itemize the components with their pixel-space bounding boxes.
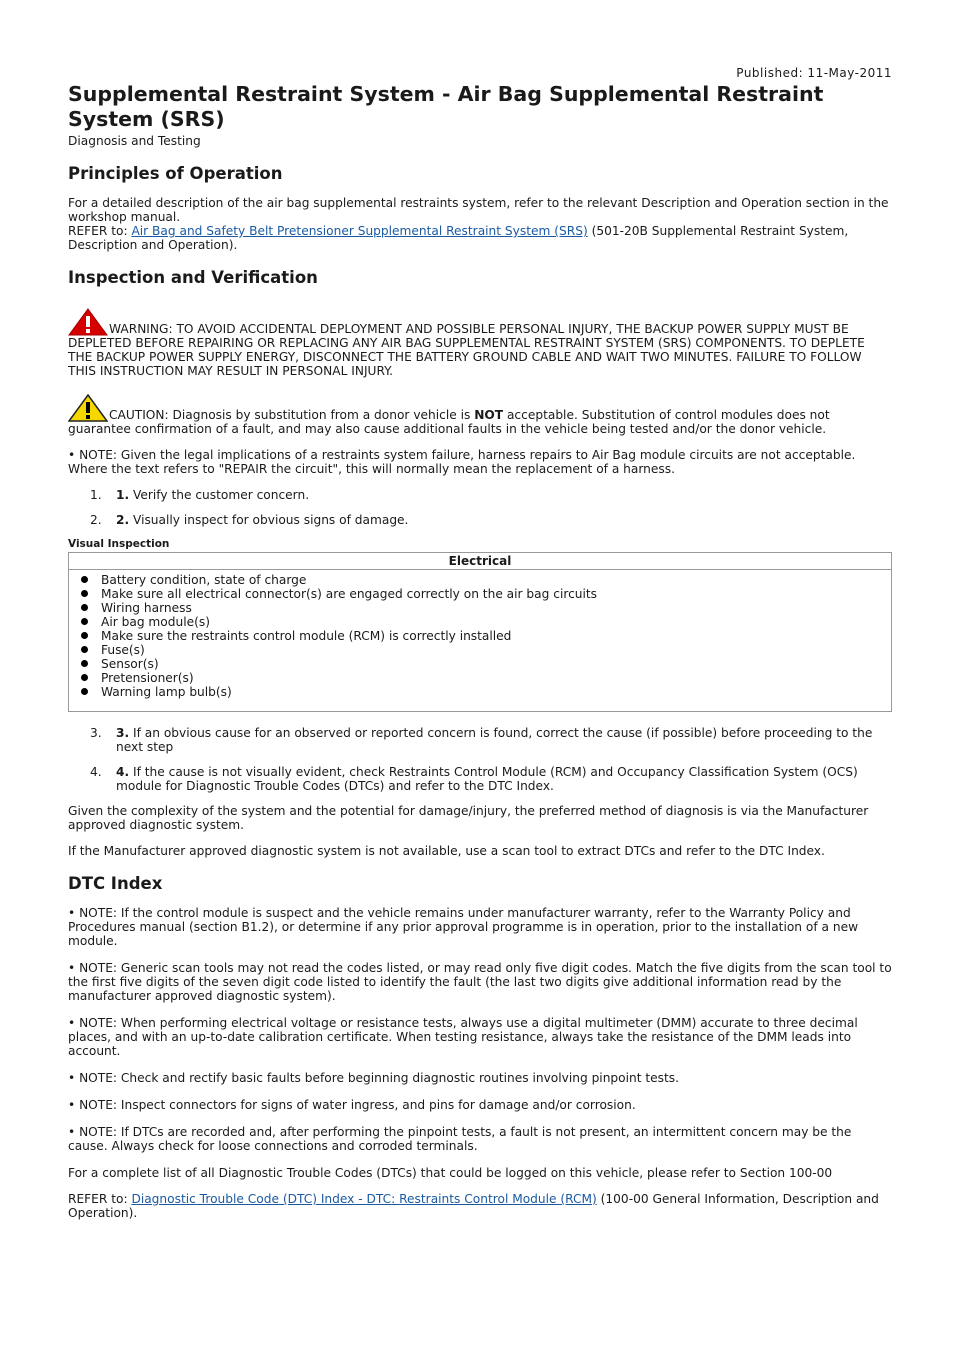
- step-lead: 1.: [116, 488, 130, 502]
- list-item: Wiring harness: [101, 601, 883, 615]
- step-body: [116, 726, 892, 754]
- list-item: Fuse(s): [101, 643, 883, 657]
- dtc-heading: DTC Index: [68, 874, 163, 893]
- dtc-note: • NOTE: If the control module is suspect and the vehicle remains under manufacturer warranty, refer to the Warranty Policy and Procedures manual (section B1.2), or determine if any prior approval programme is in operation, prior to the installation of a new module.: [68, 906, 859, 948]
- list-item: Make sure all electrical connector(s) are engaged correctly on the air bag circuits: [101, 587, 883, 601]
- warning-notice: [68, 308, 892, 378]
- warning-icon: [68, 308, 108, 336]
- step-body: [116, 513, 892, 527]
- complete-list-paragraph: For a complete list of all Diagnostic Trouble Codes (DTCs) that could be logged on this vehicle, please refer to Section 100-00: [68, 1166, 833, 1180]
- dtc-note: • NOTE: Check and rectify basic faults before beginning diagnostic routines involving pinpoint tests.: [68, 1071, 680, 1085]
- page-title: Supplemental Restraint System - Air Bag Supplemental Restraint System (SRS): [68, 82, 824, 131]
- dtc-index-link[interactable]: Diagnostic Trouble Code (DTC) Index - DTC: Restraints Control Module (RCM): [131, 1192, 597, 1206]
- table-cell: [69, 570, 892, 712]
- principles-heading: Principles of Operation: [68, 164, 283, 183]
- step-number: 1.: [90, 488, 102, 502]
- dtc-note: • NOTE: Generic scan tools may not read the codes listed, or may read only five digit codes. Match the five digits from the scan tool to the first five digits of the seven digit code listed to identify the fault (the last two digits give additional information read by the manufacturer approved diagnostic system).: [68, 961, 892, 1003]
- list-item: Battery condition, state of charge: [101, 573, 883, 587]
- list-item: Pretensioner(s): [101, 671, 883, 685]
- list-item: Air bag module(s): [101, 615, 883, 629]
- list-item: Sensor(s): [101, 657, 883, 671]
- principles-text: For a detailed description of the air bag supplemental restraints system, refer to the relevant Description and Operation section in the workshop manual.: [68, 196, 889, 224]
- scan-tool-paragraph: If the Manufacturer approved diagnostic system is not available, use a scan tool to extract DTCs and refer to the DTC Index.: [68, 844, 825, 858]
- step-number: 4.: [90, 765, 102, 779]
- dtc-refer-paragraph: [68, 1192, 892, 1220]
- step-text: Visually inspect for obvious signs of damage.: [129, 513, 409, 527]
- steps-list-b: [68, 726, 892, 793]
- step-text: If an obvious cause for an observed or reported concern is found, correct the cause (if possible) before proceeding to the next step: [116, 726, 873, 754]
- list-item: Make sure the restraints control module (RCM) is correctly installed: [101, 629, 883, 643]
- step-body: [116, 488, 892, 502]
- dtc-note: • NOTE: When performing electrical voltage or resistance tests, always use a digital multimeter (DMM) accurate to three decimal places, and with an up-to-date calibration certificate. When testing resistance, always take the resistance of the DMM leads into account.: [68, 1016, 858, 1058]
- electrical-checklist: [101, 573, 883, 699]
- warning-text: WARNING: TO AVOID ACCIDENTAL DEPLOYMENT AND POSSIBLE PERSONAL INJURY, THE BACKUP POWER SUPPLY MUST BE DEPLETED BEFORE REPAIRING OR REPLACING ANY AIR BAG SUPPLEMENTAL RESTRAINT SYSTEM (SRS) COMPONENTS. TO DEPLETE THE BACKUP POWER SUPPLY ENERGY, DISCONNECT THE BATTERY GROUND CABLE AND WAIT TWO MINUTES. FAILURE TO FOLLOW THIS INSTRUCTION MAY RESULT IN PERSONAL INJURY.: [68, 322, 865, 378]
- step-lead: 2.: [116, 513, 130, 527]
- refer-suffix: (501-20B Supplemental Restraint System, Description and Operation).: [68, 224, 849, 252]
- step-lead: 4.: [116, 765, 130, 779]
- step-item: [68, 726, 892, 754]
- inspection-heading: Inspection and Verification: [68, 268, 318, 287]
- dtc-note: • NOTE: If DTCs are recorded and, after performing the pinpoint tests, a fault is not present, an intermittent concern may be the cause. Always check for loose connections and corroded terminals.: [68, 1125, 852, 1153]
- step-text: If the cause is not visually evident, check Restraints Control Module (RCM) and Occupancy Classification System (OCS) module for Diagnostic Trouble Codes (DTCs) and refer to the DTC Index.: [116, 765, 858, 793]
- steps-list-a: [68, 488, 892, 527]
- caution-icon: [68, 394, 108, 422]
- step-number: 3.: [90, 726, 102, 740]
- principles-paragraph: [68, 196, 892, 252]
- refer-prefix: REFER to:: [68, 1192, 132, 1206]
- harness-note: • NOTE: Given the legal implications of a restraints system failure, harness repairs to Air Bag module circuits are not acceptable. Where the text refers to "REPAIR the circuit", this will normally mean the replacement of a harness.: [68, 448, 856, 476]
- step-number: 2.: [90, 513, 102, 527]
- dtc-note: • NOTE: Inspect connectors for signs of water ingress, and pins for damage and/or corrosion.: [68, 1098, 636, 1112]
- caution-text-b: acceptable. Substitution of control modules does not guarantee confirmation of a fault, and may also cause additional faults in the vehicle being tested and/or the donor vehicle.: [68, 408, 830, 436]
- page-subtitle: Diagnosis and Testing: [68, 134, 201, 148]
- caution-emphasis: NOT: [474, 408, 504, 422]
- document-content: [68, 82, 892, 1232]
- step-item: [68, 488, 892, 502]
- caution-notice: [68, 394, 892, 436]
- table-header-electrical: Electrical: [69, 553, 892, 570]
- refer-prefix: REFER to:: [68, 224, 132, 238]
- step-item: [68, 765, 892, 793]
- step-text: Verify the customer concern.: [129, 488, 310, 502]
- published-date: Published: 11-May-2011: [736, 66, 892, 80]
- visual-inspection-label: Visual Inspection: [68, 538, 170, 550]
- step-lead: 3.: [116, 726, 130, 740]
- caution-text-a: CAUTION: Diagnosis by substitution from a donor vehicle is: [109, 408, 475, 422]
- refer-suffix: (100-00 General Information, Description and Operation).: [68, 1192, 879, 1220]
- srs-description-link[interactable]: Air Bag and Safety Belt Pretensioner Supplemental Restraint System (SRS): [131, 224, 588, 238]
- complexity-paragraph: Given the complexity of the system and the potential for damage/injury, the preferred method of diagnosis is via the Manufacturer approved diagnostic system.: [68, 804, 869, 832]
- list-item: Warning lamp bulb(s): [101, 685, 883, 699]
- step-item: [68, 513, 892, 527]
- step-body: [116, 765, 892, 793]
- visual-inspection-table: [68, 552, 892, 712]
